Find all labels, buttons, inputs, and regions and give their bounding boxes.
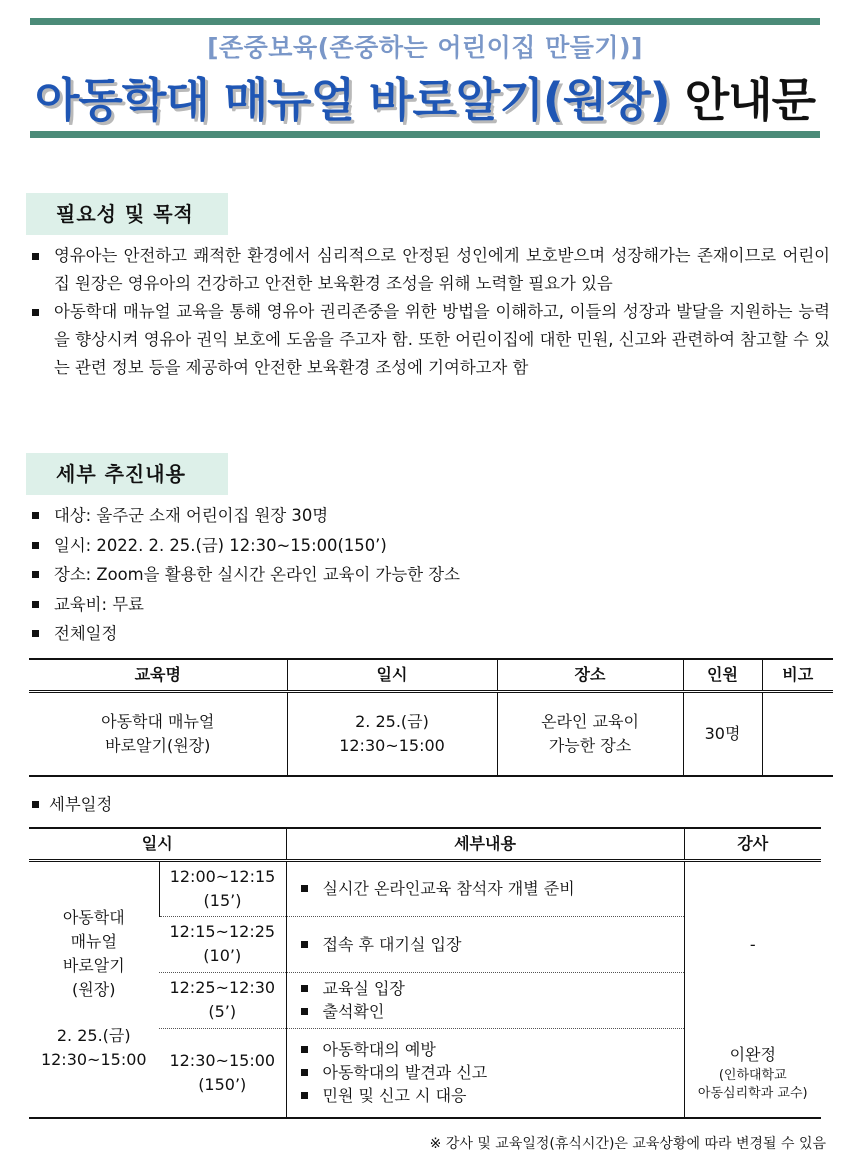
- content-cell: [286, 860, 684, 916]
- content-cell: [286, 972, 684, 1028]
- purpose-list: [30, 242, 830, 382]
- cell-line: 2. 25.(금): [56, 1026, 131, 1046]
- header-cell: 일시: [29, 828, 286, 860]
- header-cell: 인원: [683, 659, 762, 691]
- title-highlight: 아동학대 매뉴얼 바로알기(원장): [34, 73, 670, 127]
- title-suffix: 안내문: [684, 73, 816, 127]
- header-top-rule: [30, 18, 820, 25]
- instructor-name: 이완정: [729, 1044, 776, 1064]
- time-cell: [159, 972, 286, 1028]
- table-header-row: [29, 828, 821, 860]
- list-item: 대상: 울주군 소재 어린이집 원장 30명: [30, 501, 830, 531]
- time-range: 12:15~12:25: [169, 922, 276, 941]
- cell-line: 가능한 장소: [548, 735, 632, 755]
- header-bottom-rule: [30, 131, 820, 138]
- duration: (15’): [203, 890, 242, 910]
- detail-schedule-label: [30, 791, 112, 815]
- content-item: 실시간 온라인교육 참석자 개별 준비: [301, 877, 684, 900]
- table-row: [29, 691, 833, 776]
- cell-line: 12:30~15:00: [40, 1050, 147, 1070]
- instructor-affiliation: 아동심리학과 교수): [697, 1085, 808, 1101]
- content-item: 출석확인: [301, 1000, 684, 1023]
- list-item: 교육비: 무료: [30, 590, 830, 620]
- overall-schedule-table: [29, 658, 833, 777]
- course-cell: [29, 860, 159, 1118]
- table-row: [29, 860, 821, 916]
- list-item: 영유아는 안전하고 쾌적한 환경에서 심리적으로 안정된 성인에게 보호받으며 성장해가는 존재이므로 어린이집 원장은 영유아의 건강하고 안전한 보육환경 조성을 위해 노력할 필요가 있음: [30, 242, 830, 298]
- bullet-square: [32, 801, 39, 808]
- header-cell: 강사: [684, 828, 821, 860]
- course-name-cell: [29, 691, 287, 776]
- list-item: 전체일정: [30, 619, 830, 649]
- content-cell: [286, 1028, 684, 1118]
- spacer: [29, 1002, 159, 1024]
- cell-line: 아동학대: [62, 908, 125, 928]
- note-cell: [762, 691, 833, 776]
- cell-line: 매뉴얼: [70, 932, 117, 952]
- content-item: 아동학대의 발견과 신고: [301, 1061, 684, 1084]
- duration: (150’): [198, 1074, 247, 1094]
- list-item: 장소: Zoom을 활용한 실시간 온라인 교육이 가능한 장소: [30, 560, 830, 590]
- time-cell: [159, 860, 286, 916]
- detail-schedule-table: [29, 827, 821, 1119]
- content-item: 교육실 입장: [301, 977, 684, 1000]
- place-cell: [497, 691, 683, 776]
- time-cell: [159, 916, 286, 972]
- cell-line: 바로알기(원장): [105, 735, 211, 755]
- content-item: 아동학대의 예방: [301, 1038, 684, 1061]
- date-cell: [287, 691, 497, 776]
- cell-line: 온라인 교육이: [541, 711, 639, 731]
- list-item: 일시: 2022. 2. 25.(금) 12:30~15:00(150’): [30, 531, 830, 561]
- table-header-row: [29, 659, 833, 691]
- content-item: 접속 후 대기실 입장: [301, 933, 684, 956]
- time-range: 12:25~12:30: [169, 978, 276, 997]
- document-subtitle: [존중보육(존중하는 어린이집 만들기)]: [207, 33, 643, 62]
- header-cell: 장소: [497, 659, 683, 691]
- time-range: 12:30~15:00: [169, 1050, 276, 1070]
- instructor-cell: -: [684, 860, 821, 1028]
- content-item: 민원 및 신고 시 대응: [301, 1084, 684, 1107]
- cell-line: 12:30~15:00: [339, 735, 445, 755]
- content-cell: [286, 916, 684, 972]
- section-heading-purpose: 필요성 및 목적: [26, 193, 228, 235]
- cell-line: 바로알기: [62, 956, 125, 976]
- instructor-cell: [684, 1028, 821, 1118]
- section-heading-details: 세부 추진내용: [26, 453, 228, 495]
- duration: (10’): [203, 946, 242, 965]
- header-cell: 교육명: [29, 659, 287, 691]
- cell-line: 2. 25.(금): [355, 711, 429, 731]
- cell-line: 아동학대 매뉴얼: [101, 711, 215, 731]
- document-title: [0, 70, 850, 130]
- instructor-affiliation: (인하대학교: [718, 1067, 787, 1083]
- detail-label-text: 세부일정: [49, 795, 113, 814]
- details-list: [30, 501, 830, 649]
- time-range: 12:00~12:15: [169, 866, 276, 886]
- footnote: ※ 강사 및 교육일정(휴식시간)은 교육상황에 따라 변경될 수 있음: [429, 1136, 826, 1152]
- cell-line: (원장): [72, 980, 116, 1000]
- header-cell: 세부내용: [286, 828, 684, 860]
- header-cell: 일시: [287, 659, 497, 691]
- time-cell: [159, 1028, 286, 1118]
- duration: (5’): [208, 1002, 237, 1021]
- count-cell: 30명: [683, 691, 762, 776]
- list-item: 아동학대 매뉴얼 교육을 통해 영유아 권리존중을 위한 방법을 이해하고, 이들의 성장과 발달을 지원하는 능력을 향상시켜 영유아 권익 보호에 도움을 주고자 함. 또한 어린이집에 대한 민원, 신고와 관련하여 참고할 수 있는 관련 정보 등을 제공하여 안전한 보육환경 조성에 기여하고자 함: [30, 298, 830, 382]
- header-cell: 비고: [762, 659, 833, 691]
